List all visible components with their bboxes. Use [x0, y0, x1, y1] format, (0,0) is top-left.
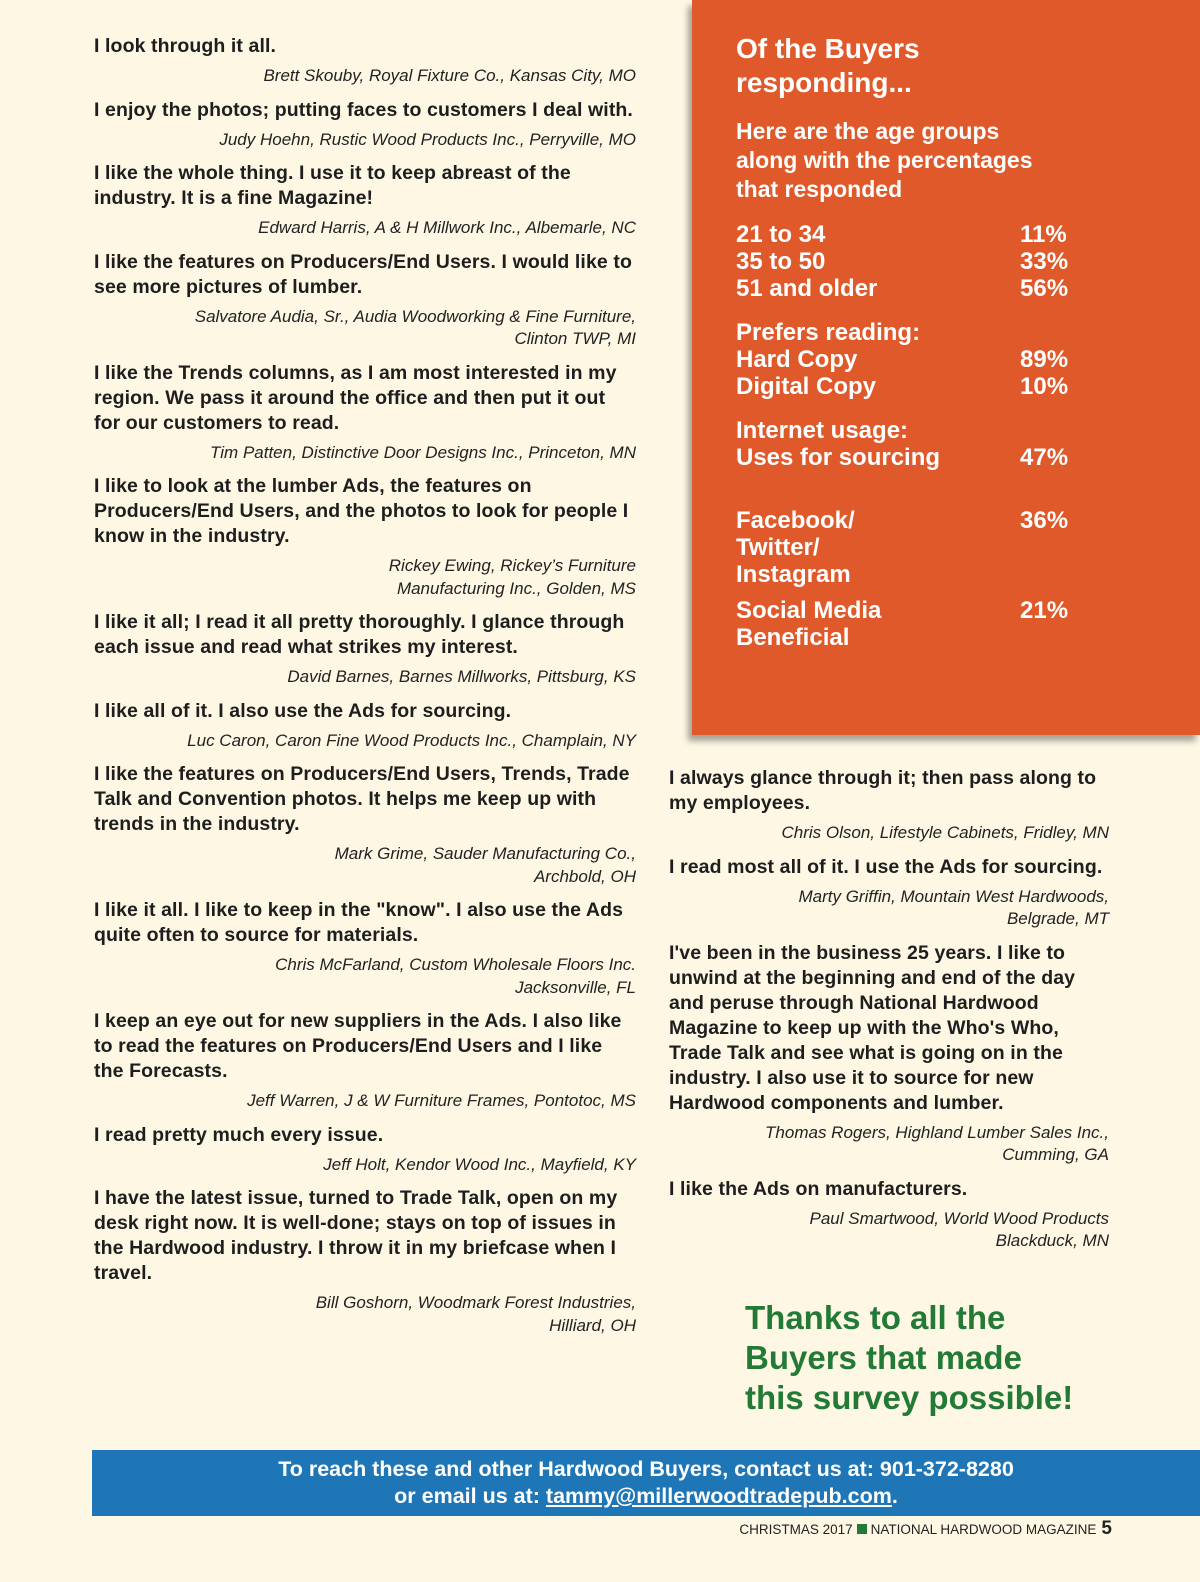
attribution-line: Tim Patten, Distinctive Door Designs Inc., Princeton, MN	[210, 442, 636, 462]
attribution-line: Brett Skouby, Royal Fixture Co., Kansas City, MO	[263, 66, 636, 85]
social-media-label-line: Beneficial	[736, 624, 850, 651]
testimonial	[94, 699, 636, 753]
testimonial-quote: I like it all. I like to keep in the "know". I also use the Ads quite often to source for materials.	[94, 899, 624, 946]
testimonial-quote: I like it all; I read it all pretty thoroughly. I glance through each issue and read what strikes my interest.	[94, 611, 625, 658]
attribution-line: Blackduck, MN	[995, 1231, 1109, 1250]
testimonial	[94, 1009, 636, 1113]
testimonial-attribution	[94, 555, 636, 600]
testimonial	[669, 941, 1109, 1167]
contact-phone-line: To reach these and other Hardwood Buyers, contact us at: 901-372-8280	[278, 1457, 1014, 1481]
reading-label: Hard Copy	[736, 346, 858, 373]
reading-row	[736, 373, 1076, 400]
thanks-line: this survey possible!	[745, 1379, 1074, 1416]
thanks-line: Thanks to all the	[745, 1299, 1006, 1336]
attribution-line: Jeff Warren, J & W Furniture Frames, Pontotoc, MS	[247, 1091, 636, 1110]
testimonial-quote: I look through it all.	[94, 35, 277, 57]
social-value: 36%	[1020, 507, 1069, 534]
internet-row	[736, 444, 1076, 471]
testimonial-attribution	[94, 1090, 636, 1113]
testimonial-quote: I like the Ads on manufacturers.	[669, 1177, 968, 1200]
reading-value: 89%	[1020, 346, 1069, 373]
attribution-line: Chris McFarland, Custom Wholesale Floors Inc.	[275, 955, 636, 974]
testimonial-quote: I enjoy the photos; putting faces to customers I deal with.	[94, 98, 633, 121]
reading-preference-stats	[736, 319, 1076, 400]
testimonial	[94, 474, 636, 600]
testimonial-attribution	[669, 886, 1109, 931]
testimonial-attribution	[94, 217, 636, 240]
testimonial	[94, 98, 636, 152]
testimonial-attribution	[94, 666, 636, 689]
social-label	[736, 507, 855, 588]
age-label: 35 to 50	[736, 248, 826, 275]
contact-banner	[92, 1450, 1200, 1516]
testimonial	[669, 1177, 1109, 1253]
age-label: 51 and older	[736, 275, 878, 302]
buyer-stats-box	[692, 0, 1200, 735]
internet-label: Uses for sourcing	[736, 444, 941, 471]
social-row	[736, 507, 1076, 588]
social-label-line: Twitter/	[736, 534, 820, 561]
age-label: 21 to 34	[736, 221, 826, 248]
social-media-value: 21%	[1020, 597, 1069, 624]
age-row	[736, 221, 1076, 248]
testimonial-attribution	[669, 822, 1109, 845]
page-number: 5	[1101, 1518, 1112, 1539]
testimonial	[669, 766, 1109, 845]
testimonial-attribution	[94, 129, 636, 152]
testimonial-quote: I read pretty much every issue.	[94, 1123, 384, 1146]
internet-heading: Internet usage:	[736, 417, 909, 444]
testimonial	[94, 1186, 636, 1337]
social-label-line: Instagram	[736, 561, 851, 588]
footer-square-icon	[857, 1524, 867, 1534]
attribution-line: Manufacturing Inc., Golden, MS	[396, 578, 636, 598]
age-row	[736, 248, 1076, 275]
testimonial-quote: I like the Trends columns, as I am most interested in my region. We pass it around the office and then put it out for our customers to read.	[94, 361, 617, 434]
stats-title-line: Of the Buyers	[736, 33, 920, 64]
attribution-line: Jeff Holt, Kendor Wood Inc., Mayfield, KY	[323, 1154, 636, 1174]
attribution-line: Jacksonville, FL	[515, 977, 636, 997]
reading-row	[736, 346, 1076, 373]
testimonial-quote: I read most all of it. I use the Ads for sourcing.	[669, 855, 1103, 878]
testimonial-attribution	[94, 730, 636, 753]
testimonial	[94, 361, 636, 465]
social-media-label-line: Social Media	[736, 597, 882, 624]
thanks-message	[745, 1298, 1125, 1418]
footer-issue: CHRISTMAS 2017	[739, 1522, 853, 1537]
stats-title	[736, 32, 1076, 100]
testimonial-attribution	[669, 1122, 1109, 1167]
thanks-line: Buyers that made	[745, 1339, 1022, 1376]
internet-usage-stats	[736, 417, 1076, 471]
attribution-line: Salvatore Audia, Sr., Audia Woodworking & Fine Furniture,	[194, 306, 636, 326]
stats-subtitle-line: Here are the age groups	[736, 118, 1000, 144]
attribution-line: Judy Hoehn, Rustic Wood Products Inc., Perryville, MO	[219, 129, 636, 149]
age-value: 11%	[1020, 221, 1067, 248]
social-media-stats	[736, 597, 1076, 651]
stats-subtitle	[736, 117, 1076, 204]
stats-subtitle-line: along with the percentages	[736, 147, 1033, 173]
testimonial-quote: I always glance through it; then pass along to my employees.	[669, 767, 1097, 814]
reading-value: 10%	[1020, 373, 1069, 400]
age-value: 56%	[1020, 275, 1069, 302]
attribution-line: Clinton TWP, MI	[514, 329, 636, 348]
attribution-line: Belgrade, MT	[1006, 909, 1109, 928]
reading-heading: Prefers reading:	[736, 319, 921, 346]
age-group-stats	[736, 221, 1076, 302]
testimonial	[94, 161, 636, 240]
testimonial-attribution	[94, 843, 636, 888]
testimonial	[669, 855, 1109, 931]
testimonial-quote: I have the latest issue, turned to Trade Talk, open on my desk right now. It is well-done; stays on top of issues in the Hardwood industry. I throw it in my briefcase when I travel.	[94, 1187, 618, 1284]
testimonial	[94, 1123, 636, 1177]
attribution-line: Rickey Ewing, Rickey’s Furniture	[388, 556, 636, 575]
testimonial-quote: I keep an eye out for new suppliers in the Ads. I also like to read the features on Producers/End Users and I like the Forecasts.	[94, 1010, 622, 1082]
social-label-line: Facebook/	[736, 507, 855, 534]
contact-email-line	[394, 1484, 898, 1508]
social-media-row	[736, 597, 1076, 651]
age-value: 33%	[1020, 248, 1069, 275]
contact-email-prefix: or email us at:	[394, 1484, 546, 1508]
testimonial-attribution	[94, 954, 636, 999]
social-media-label	[736, 597, 881, 651]
reading-label: Digital Copy	[736, 373, 877, 400]
testimonial-attribution	[94, 65, 636, 88]
attribution-line: Marty Griffin, Mountain West Hardwoods,	[798, 886, 1109, 906]
testimonial	[94, 250, 636, 351]
right-testimonials-column	[669, 766, 1109, 1263]
stats-title-line: responding...	[736, 67, 912, 98]
attribution-line: Thomas Rogers, Highland Lumber Sales Inc.,	[765, 1122, 1109, 1142]
attribution-line: David Barnes, Barnes Millworks, Pittsburg, KS	[287, 667, 636, 686]
testimonial-quote: I like the whole thing. I use it to keep abreast of the industry. It is a fine Magazine!	[94, 162, 571, 209]
attribution-line: Mark Grime, Sauder Manufacturing Co.,	[334, 844, 636, 863]
testimonial-attribution	[94, 1292, 636, 1337]
testimonial	[94, 762, 636, 888]
attribution-line: Bill Goshorn, Woodmark Forest Industries,	[315, 1293, 636, 1312]
left-testimonials-column	[94, 34, 636, 1347]
stats-subtitle-line: that responded	[736, 176, 903, 202]
attribution-line: Paul Smartwood, World Wood Products	[809, 1208, 1109, 1228]
internet-value: 47%	[1020, 444, 1069, 471]
testimonial	[94, 898, 636, 999]
testimonial-quote: I like the features on Producers/End Users. I would like to see more pictures of lumber.	[94, 250, 632, 298]
attribution-line: Archbold, OH	[533, 866, 636, 886]
testimonial-attribution	[669, 1208, 1109, 1253]
contact-email-suffix: .	[891, 1484, 898, 1508]
testimonial-quote: I like all of it. I also use the Ads for sourcing.	[94, 699, 512, 722]
testimonial	[94, 610, 636, 689]
page-footer	[739, 1518, 1112, 1540]
testimonial	[94, 34, 636, 88]
attribution-line: Luc Caron, Caron Fine Wood Products Inc., Champlain, NY	[187, 730, 636, 750]
testimonial-quote: I've been in the business 25 years. I like to unwind at the beginning and end of the day and peruse through National Hardwood Magazine to keep up with the Who's Who, Trade Talk and see what is going on in the industry. I also use it to source for new Hardwood components and lumber.	[669, 941, 1076, 1114]
age-row	[736, 275, 1076, 302]
testimonial-attribution	[94, 442, 636, 465]
testimonial-attribution	[94, 306, 636, 351]
footer-magazine-name: NATIONAL HARDWOOD MAGAZINE	[870, 1522, 1097, 1537]
attribution-line: Edward Harris, A & H Millwork Inc., Albemarle, NC	[258, 218, 636, 237]
contact-email-link[interactable]: tammy@millerwoodtradepub.com	[545, 1484, 892, 1508]
attribution-line: Hilliard, OH	[549, 1315, 636, 1335]
social-stats	[736, 507, 1076, 588]
testimonial-quote: I like the features on Producers/End Users, Trends, Trade Talk and Convention photos. It helps me keep up with trends in the industry.	[94, 763, 630, 835]
attribution-line: Chris Olson, Lifestyle Cabinets, Fridley, MN	[781, 823, 1109, 842]
attribution-line: Cumming, GA	[1002, 1145, 1109, 1164]
testimonial-quote: I like to look at the lumber Ads, the features on Producers/End Users, and the photos to look for people I know in the industry.	[94, 475, 629, 547]
testimonial-attribution	[94, 1154, 636, 1177]
